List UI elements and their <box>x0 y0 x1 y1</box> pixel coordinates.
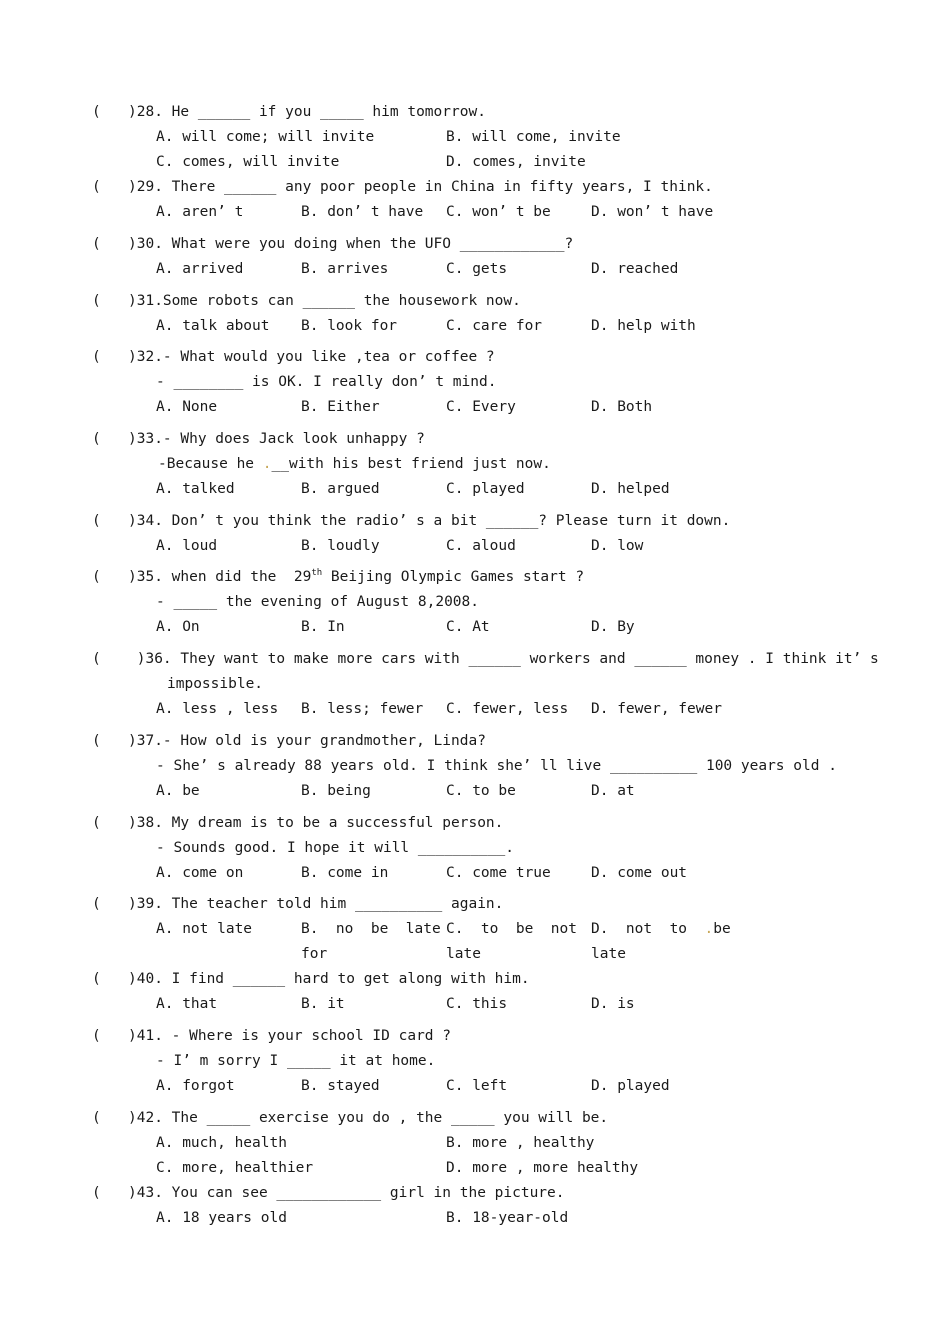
answer-bracket[interactable]: ( <box>92 569 101 585</box>
option-c[interactable]: C. aloud <box>446 538 516 554</box>
question-stem-response: - ________ is OK. I really don’ t mind. <box>156 374 497 390</box>
answer-bracket[interactable]: ( <box>92 179 101 195</box>
option-b[interactable]: B. loudly <box>301 538 380 554</box>
option-a[interactable]: A. None <box>156 399 218 415</box>
option-d[interactable]: D. Both <box>591 399 653 415</box>
question-stem <box>128 568 584 586</box>
question-stem: )36. They want to make more cars with ______ workers and ______ money . I think it’ s <box>128 651 879 667</box>
response-end: __with his best friend just now. <box>271 456 551 472</box>
option-d[interactable]: D. more , more healthy <box>446 1160 639 1176</box>
option-a[interactable]: A. be <box>156 783 200 799</box>
answer-bracket[interactable]: ( <box>92 733 101 749</box>
option-d[interactable]: D. fewer, fewer <box>591 701 722 717</box>
answer-bracket[interactable]: ( <box>92 815 101 831</box>
question-stem: )29. There ______ any poor people in China in fifty years, I think. <box>128 179 713 195</box>
option-b[interactable]: B. look for <box>301 318 398 334</box>
option-b[interactable]: B. no be late <box>301 921 441 937</box>
option-d[interactable]: D. won’ t have <box>591 204 714 220</box>
option-d[interactable]: D. By <box>591 619 635 635</box>
option-b-continued: for <box>301 946 328 962</box>
option-b[interactable]: B. argued <box>301 481 380 497</box>
answer-bracket[interactable]: ( <box>92 431 101 447</box>
question-stem: )40. I find ______ hard to get along with him. <box>128 971 530 987</box>
option-d[interactable]: D. help with <box>591 318 696 334</box>
option-c[interactable]: C. more, healthier <box>156 1160 314 1176</box>
question-stem: )32.- What would you like ,tea or coffee ? <box>128 349 495 365</box>
question-stem: )39. The teacher told him __________ again. <box>128 896 504 912</box>
answer-bracket[interactable]: ( <box>92 349 101 365</box>
answer-bracket[interactable]: ( <box>92 1185 101 1201</box>
option-a[interactable]: A. forgot <box>156 1078 235 1094</box>
option-a[interactable]: A. that <box>156 996 218 1012</box>
option-c[interactable]: C. left <box>446 1078 508 1094</box>
option-c[interactable]: C. played <box>446 481 525 497</box>
question-stem: )30. What were you doing when the UFO ____________? <box>128 236 574 252</box>
option-d[interactable]: D. come out <box>591 865 688 881</box>
option-d[interactable]: D. reached <box>591 261 679 277</box>
option-b[interactable]: B. stayed <box>301 1078 380 1094</box>
stem-end: Beijing Olympic Games start ? <box>322 569 585 585</box>
question-stem-response: - Sounds good. I hope it will __________. <box>156 840 514 856</box>
question-stem-response: - _____ the evening of August 8,2008. <box>156 594 480 610</box>
option-d[interactable]: D. played <box>591 1078 670 1094</box>
option-c-continued: late <box>446 946 481 962</box>
option-a[interactable]: A. 18 years old <box>156 1210 287 1226</box>
option-b[interactable]: B. come in <box>301 865 389 881</box>
ordinal-suffix: th <box>311 568 323 578</box>
stem-start: )35. when did the 29 <box>128 569 312 585</box>
option-a[interactable]: A. arrived <box>156 261 244 277</box>
option-c[interactable]: C. come true <box>446 865 551 881</box>
answer-bracket[interactable]: ( <box>92 1028 101 1044</box>
option-a[interactable]: A. aren’ t <box>156 204 244 220</box>
answer-bracket[interactable]: ( <box>92 651 101 667</box>
option-b[interactable]: B. it <box>301 996 345 1012</box>
option-b[interactable]: B. 18-year-old <box>446 1210 569 1226</box>
option-d[interactable] <box>591 920 731 938</box>
answer-bracket[interactable]: ( <box>92 513 101 529</box>
answer-bracket[interactable]: ( <box>92 104 101 120</box>
option-c[interactable]: C. At <box>446 619 490 635</box>
answer-bracket[interactable]: ( <box>92 896 101 912</box>
option-c[interactable]: C. fewer, less <box>446 701 569 717</box>
option-b[interactable]: B. In <box>301 619 345 635</box>
option-a[interactable]: A. come on <box>156 865 244 881</box>
question-stem-continued: impossible. <box>167 676 264 692</box>
question-stem: )28. He ______ if you _____ him tomorrow. <box>128 104 486 120</box>
option-c[interactable]: C. to be <box>446 783 516 799</box>
question-stem: )37.- How old is your grandmother, Linda? <box>128 733 486 749</box>
option-b[interactable]: B. don’ t have <box>301 204 424 220</box>
option-a[interactable]: A. will come; will invite <box>156 129 375 145</box>
question-stem: )33.- Why does Jack look unhappy ? <box>128 431 425 447</box>
option-a[interactable]: A. loud <box>156 538 218 554</box>
option-c[interactable]: C. care for <box>446 318 543 334</box>
answer-bracket[interactable]: ( <box>92 1110 101 1126</box>
stray-mark: . <box>704 921 714 937</box>
option-a[interactable]: A. much, health <box>156 1135 287 1151</box>
option-a[interactable]: A. On <box>156 619 200 635</box>
option-d-continued: late <box>591 946 626 962</box>
question-stem: )41. - Where is your school ID card ? <box>128 1028 452 1044</box>
option-a[interactable]: A. talk about <box>156 318 270 334</box>
option-c[interactable]: C. won’ t be <box>446 204 551 220</box>
response-start: -Because he <box>158 456 263 472</box>
option-b[interactable]: B. more , healthy <box>446 1135 595 1151</box>
option-b[interactable]: B. being <box>301 783 371 799</box>
question-stem: )38. My dream is to be a successful person. <box>128 815 504 831</box>
option-b[interactable]: B. will come, invite <box>446 129 621 145</box>
answer-bracket[interactable]: ( <box>92 293 101 309</box>
option-a[interactable]: A. talked <box>156 481 235 497</box>
option-b[interactable]: B. less; fewer <box>301 701 424 717</box>
option-a[interactable]: A. less , less <box>156 701 279 717</box>
option-d[interactable]: D. at <box>591 783 635 799</box>
option-d[interactable]: D. comes, invite <box>446 154 586 170</box>
stray-mark: . <box>262 456 272 472</box>
option-c[interactable]: C. to be not <box>446 921 577 937</box>
option-c[interactable]: C. this <box>446 996 508 1012</box>
option-d-start: D. not to <box>591 921 705 937</box>
option-d[interactable]: D. is <box>591 996 635 1012</box>
question-stem: )31.Some robots can ______ the housework now. <box>128 293 521 309</box>
option-b[interactable]: B. arrives <box>301 261 389 277</box>
option-a[interactable]: A. not late <box>156 921 253 937</box>
option-b[interactable]: B. Either <box>301 399 380 415</box>
answer-bracket[interactable]: ( <box>92 236 101 252</box>
question-stem-response: - I’ m sorry I _____ it at home. <box>156 1053 436 1069</box>
answer-bracket[interactable]: ( <box>92 971 101 987</box>
option-d[interactable]: D. low <box>591 538 644 554</box>
question-stem: )34. Don’ t you think the radio’ s a bit ______? Please turn it down. <box>128 513 731 529</box>
option-c[interactable]: C. gets <box>446 261 508 277</box>
question-stem: )43. You can see ____________ girl in the picture. <box>128 1185 565 1201</box>
question-stem: )42. The _____ exercise you do , the _____ you will be. <box>128 1110 609 1126</box>
option-d[interactable]: D. helped <box>591 481 670 497</box>
question-stem-response <box>158 455 551 473</box>
question-stem-response: - She’ s already 88 years old. I think she’ ll live __________ 100 years old . <box>156 758 837 774</box>
option-d-end: be <box>713 921 731 937</box>
option-c[interactable]: C. Every <box>446 399 516 415</box>
option-c[interactable]: C. comes, will invite <box>156 154 340 170</box>
